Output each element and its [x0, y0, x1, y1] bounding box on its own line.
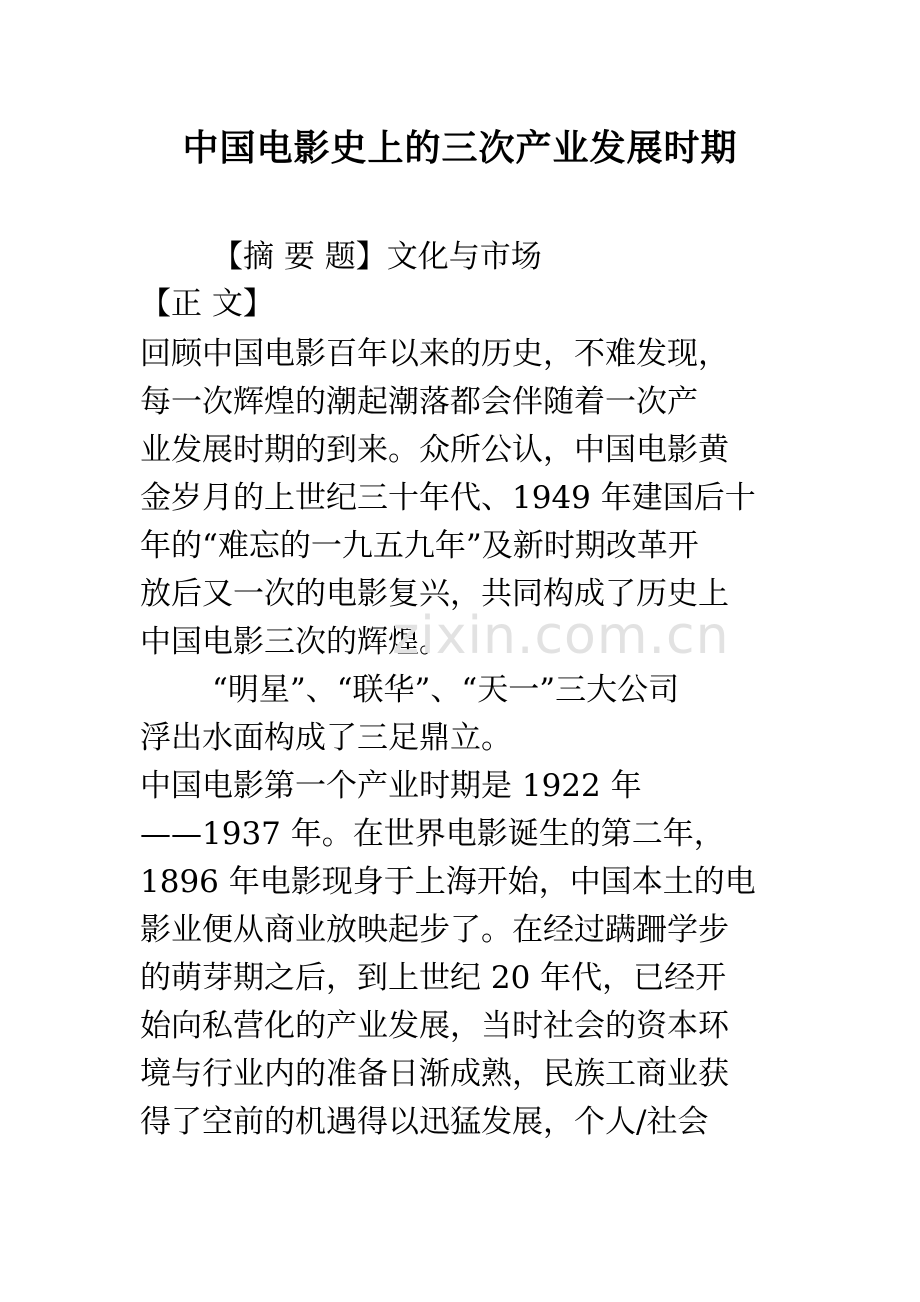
- paragraph-line: 中国电影三次的辉煌。: [140, 624, 450, 660]
- document-title: 中国电影史上的三次产业发展时期: [182, 128, 738, 169]
- paragraph-line: “明星”、“联华”、“天一”三大公司: [212, 672, 680, 708]
- paragraph-line: 1896 年电影现身于上海开始，中国本土的电: [140, 864, 756, 900]
- paragraph-line: 回顾中国电影百年以来的历史，不难发现，: [140, 336, 729, 372]
- paragraph-line: ——1937 年。在世界电影诞生的第二年，: [140, 816, 725, 852]
- paragraph-line: 业发展时期的到来。众所公认，中国电影黄: [140, 432, 729, 468]
- abstract-line: 【摘 要 题】文化与市场: [212, 239, 542, 275]
- paragraph-line: 金岁月的上世纪三十年代、1949 年建国后十: [140, 480, 756, 516]
- paragraph-line: 始向私营化的产业发展，当时社会的资本环: [140, 1008, 729, 1044]
- paragraph-line: 影业便从商业放映起步了。在经过蹒跚学步: [140, 912, 729, 948]
- paragraph-line: 年的“难忘的一九五九年”及新时期改革开: [140, 528, 699, 564]
- watermark: zixin.com.cn: [392, 606, 730, 666]
- body-heading: 【正 文】: [140, 286, 274, 322]
- paragraph-line: 放后又一次的电影复兴，共同构成了历史上: [140, 576, 729, 612]
- paragraph-line: 每一次辉煌的潮起潮落都会伴随着一次产: [140, 384, 698, 420]
- paragraph-line: 浮出水面构成了三足鼎立。: [140, 720, 512, 756]
- paragraph-line: 境与行业内的准备日渐成熟，民族工商业获: [140, 1056, 729, 1092]
- paragraph-line: 的萌芽期之后，到上世纪 20 年代，已经开: [140, 960, 727, 996]
- paragraph-line: 中国电影第一个产业时期是 1922 年: [140, 768, 642, 804]
- paragraph-line: 得了空前的机遇得以迅猛发展，个人/社会: [140, 1104, 709, 1140]
